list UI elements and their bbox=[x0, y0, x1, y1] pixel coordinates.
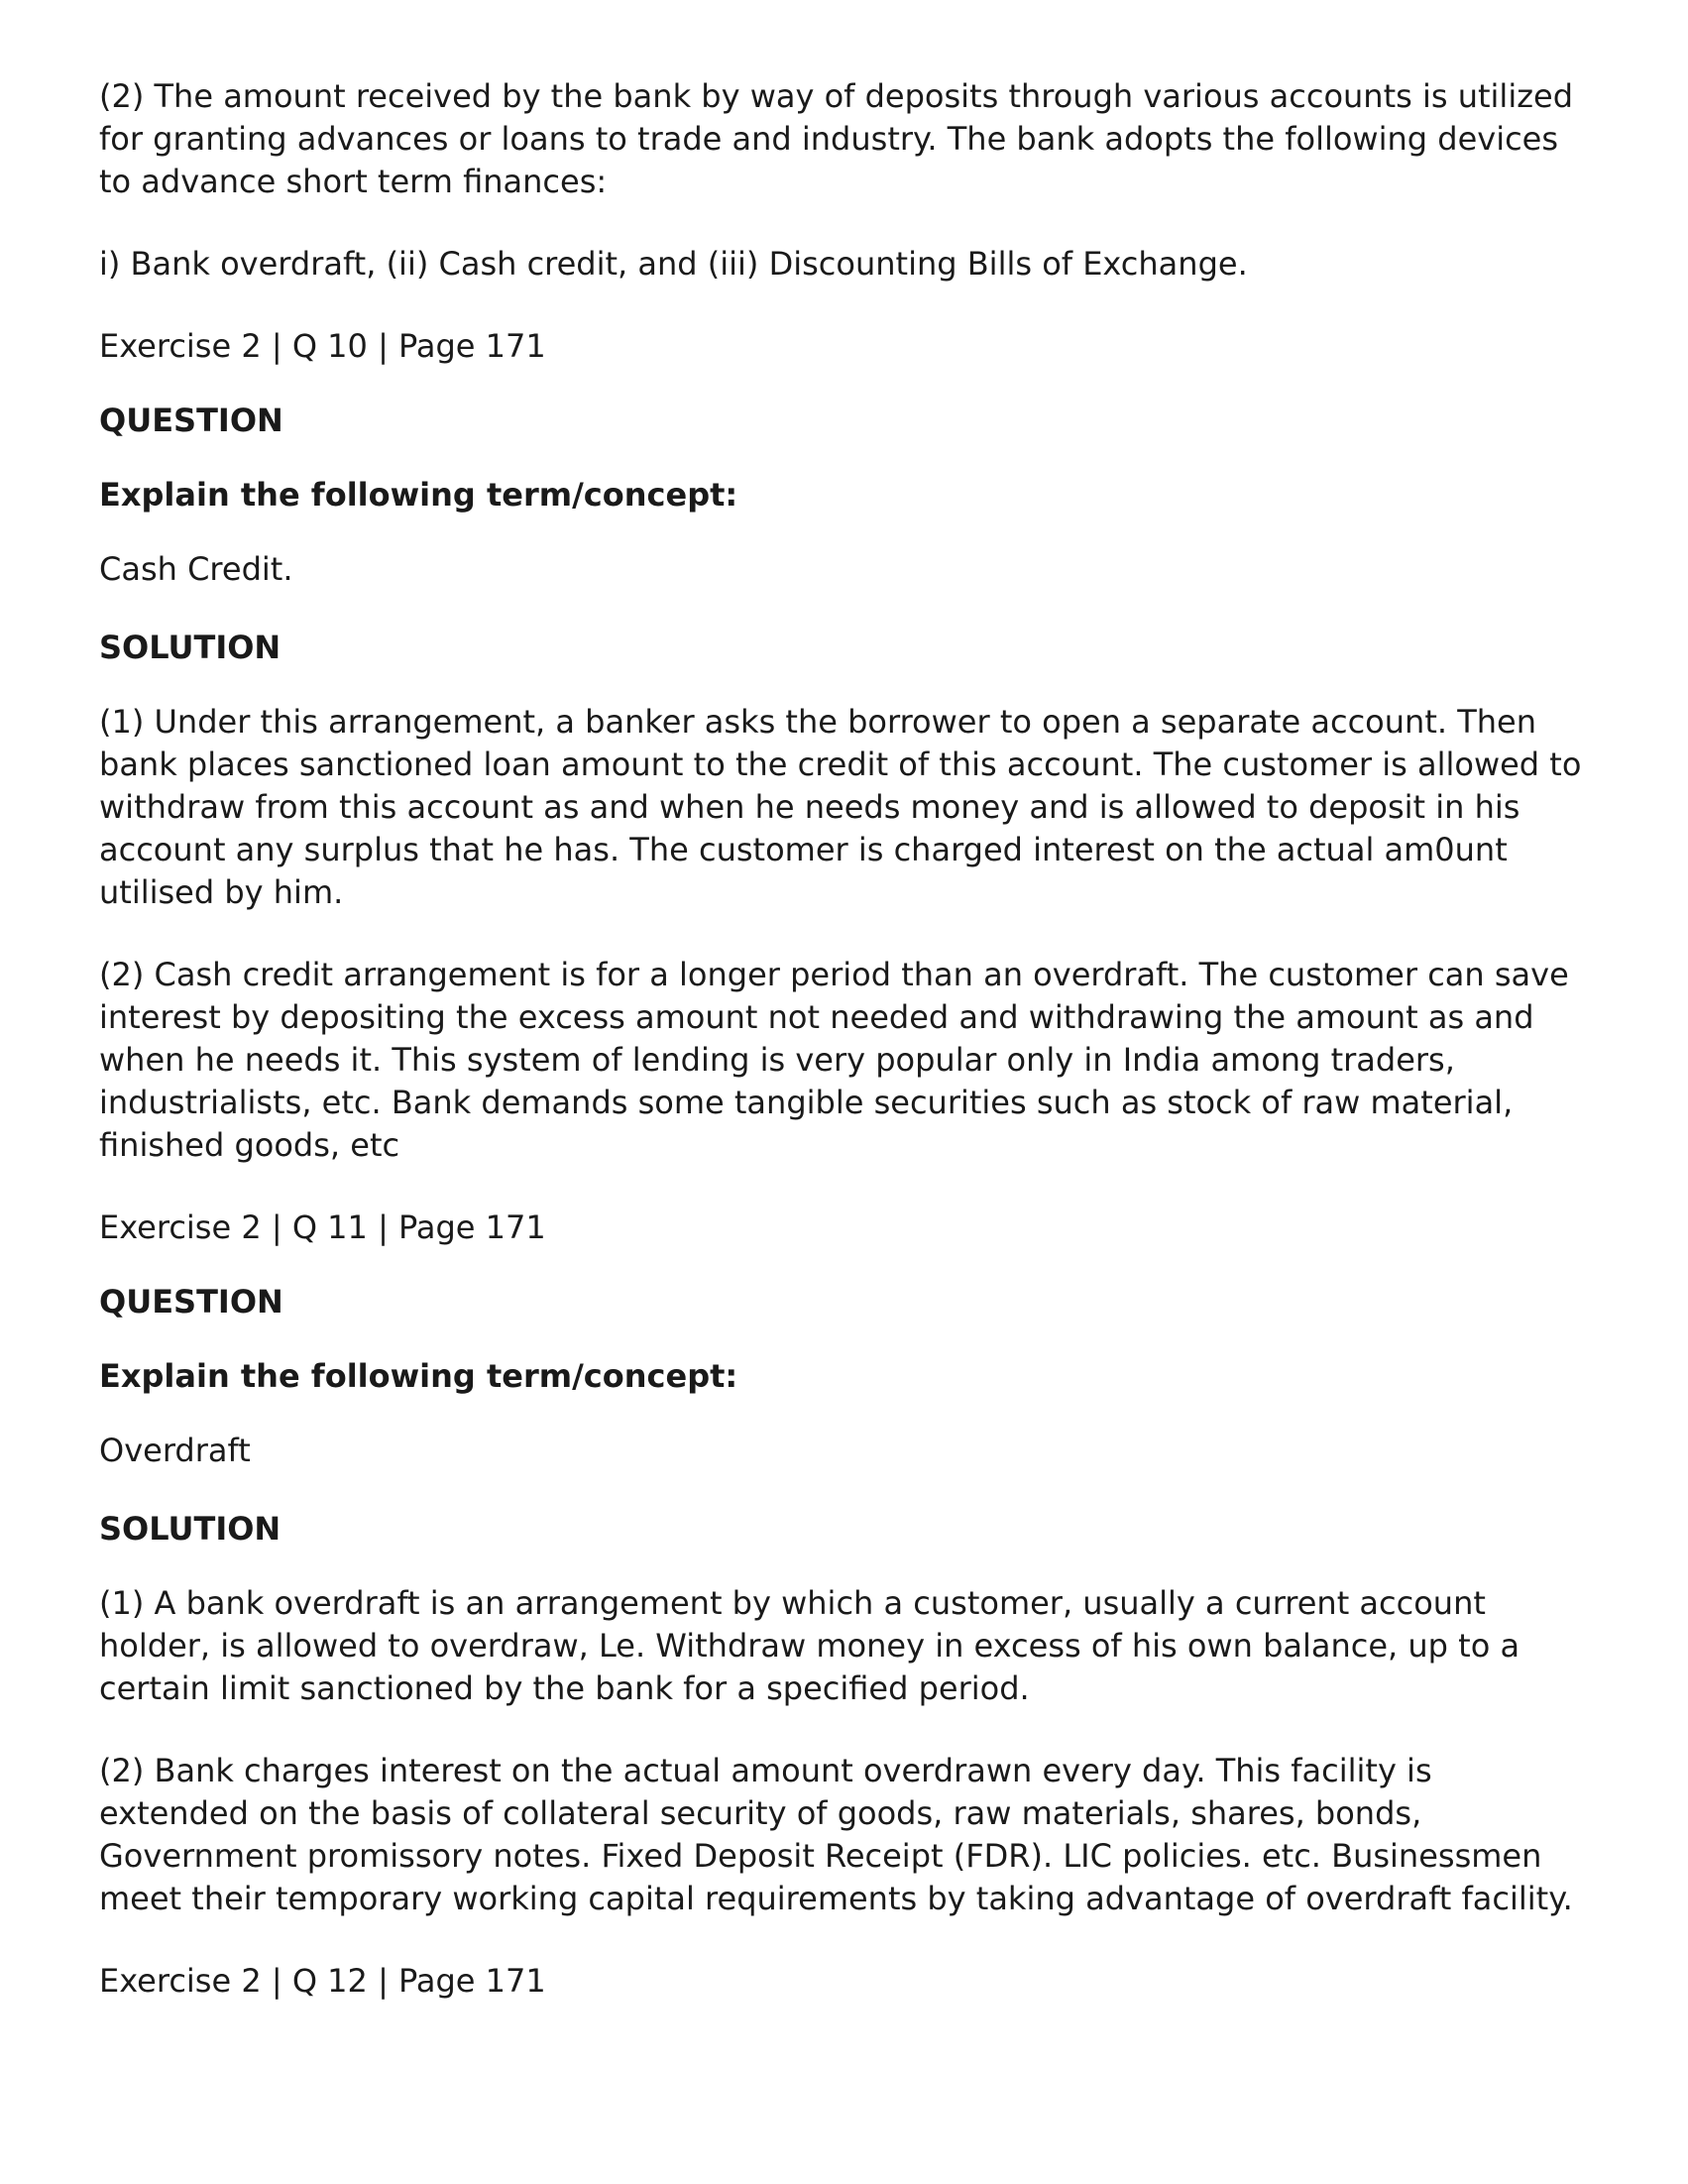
solution-label: SOLUTION bbox=[99, 1510, 281, 1548]
question-prompt: Explain the following term/concept: bbox=[99, 1357, 738, 1395]
question-label: QUESTION bbox=[99, 1283, 283, 1321]
question-term-cash-credit: Cash Credit. bbox=[99, 550, 293, 588]
solution-paragraph-cash-credit-2: (2) Cash credit arrangement is for a longer period than an overdraft. The customer can save interest by depositing the excess amount not needed and withdrawing the amount as and when he needs it. This system of lending is very popular only in India among traders, industrialists, etc. Bank demands some tangible securities such as stock of raw material, finished goods, etc bbox=[99, 956, 1569, 1164]
paragraph-deposits-utilization: (2) The amount received by the bank by way of deposits through various accounts is utilized for granting advances or loans to trade and industry. The bank adopts the following devices to advance short term finances: bbox=[99, 77, 1573, 200]
question-label: QUESTION bbox=[99, 402, 283, 439]
question-prompt: Explain the following term/concept: bbox=[99, 476, 738, 514]
solution-paragraph-overdraft-1: (1) A bank overdraft is an arrangement by which a customer, usually a current account holder, is allowed to overdraw, Le. Withdraw money in excess of his own balance, up to a certain limit sanctioned by the bank for a specified period. bbox=[99, 1584, 1520, 1707]
exercise-reference-q11: Exercise 2 | Q 11 | Page 171 bbox=[99, 1208, 546, 1246]
question-term-overdraft: Overdraft bbox=[99, 1432, 251, 1469]
exercise-reference-q10: Exercise 2 | Q 10 | Page 171 bbox=[99, 327, 546, 365]
paragraph-finance-devices: i) Bank overdraft, (ii) Cash credit, and (iii) Discounting Bills of Exchange. bbox=[99, 245, 1248, 283]
exercise-reference-q12: Exercise 2 | Q 12 | Page 171 bbox=[99, 1962, 546, 2000]
solution-paragraph-overdraft-2: (2) Bank charges interest on the actual amount overdrawn every day. This facility is extended on the basis of collateral security of goods, raw materials, shares, bonds, Government promissory notes. Fixed Deposit Receipt (FDR). LIC policies. etc. Businessmen meet their temporary working capital requirements by taking advantage of overdraft facility. bbox=[99, 1752, 1573, 1917]
solution-paragraph-cash-credit-1: (1) Under this arrangement, a banker asks the borrower to open a separate account. Then bank places sanctioned loan amount to the credit of this account. The customer is allowed to withdraw from this account as and when he needs money and is allowed to deposit in his account any surplus that he has. The customer is charged interest on the actual am0unt utilised by him. bbox=[99, 703, 1582, 911]
solution-label: SOLUTION bbox=[99, 629, 281, 666]
